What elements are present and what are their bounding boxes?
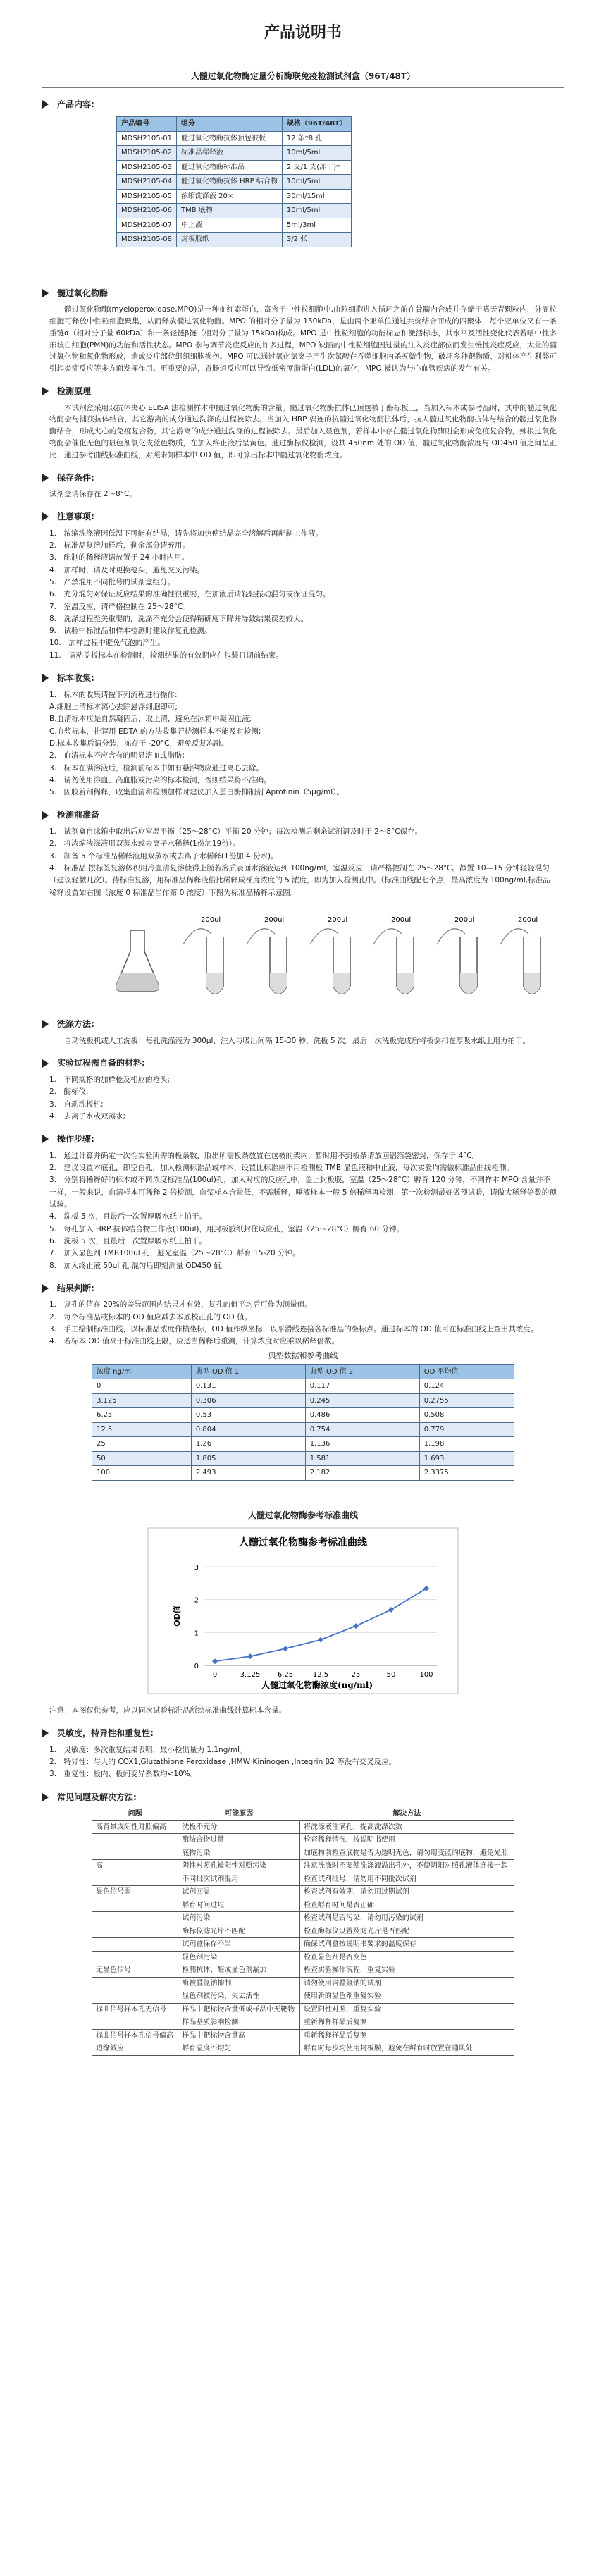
table-cell: 0.131	[191, 1379, 305, 1394]
table-cell: MDSH2105-01	[117, 131, 177, 146]
list-item: 7. 室温反应，请严格控制在 25～28°C。	[49, 602, 190, 611]
table-cell: 阴性对照孔被阳性对照污染	[178, 1860, 300, 1873]
table-row	[92, 1422, 514, 1437]
table-cell: 浓缩洗涤液 20×	[176, 189, 282, 204]
list-item: D.标本收集后请分装，冻存于 -20°C，避免反复冻融。	[49, 739, 229, 748]
table-cell: 1.198	[419, 1437, 514, 1452]
chart-note: 注意：本图仅供参考，应以同次试验标准品所绘标准曲线计算标本含量。	[49, 1706, 286, 1715]
table-cell: 不同批次试剂混用	[178, 1873, 300, 1886]
arrow-icon	[42, 474, 49, 482]
x-tick-label: 0	[212, 1671, 218, 1680]
table-cell: 底物污染	[178, 1847, 300, 1860]
standard-curve-chart	[0, 1524, 606, 1701]
x-tick-label: 25	[351, 1671, 361, 1680]
table-cell: 10ml/5ml	[282, 146, 351, 161]
table-cell: 边缘效应	[92, 2042, 178, 2056]
table-cell: 样品中靶标物含量高	[178, 2029, 300, 2042]
table-cell: 使用新的显色剂重复实验	[299, 1990, 514, 2004]
list-item: 3. 重复性：板内、板间变异系数均<10%。	[49, 1770, 198, 1779]
table-cell	[92, 1951, 178, 1964]
table-cell: 酶结合物过量	[178, 1834, 300, 1847]
table-cell: 显色信号弱	[92, 1886, 178, 1899]
chart-title: 人髓过氧化物酶参考标准曲线	[239, 1537, 367, 1549]
table-header: 问题	[128, 1810, 142, 1818]
section-title: 注意事项:	[57, 512, 94, 522]
table-header: OD 平均值	[419, 1364, 514, 1379]
arrow-icon	[42, 1135, 49, 1143]
chart-caption: 人髓过氧化物酶参考标准曲线	[247, 1510, 358, 1520]
table-cell: 1.26	[191, 1437, 305, 1452]
table-cell: 30ml/15ml	[282, 189, 351, 204]
arrow-icon	[42, 100, 49, 109]
table-cell: 0.117	[305, 1379, 419, 1394]
section-wash-heading	[42, 1018, 606, 1031]
tube-volume-label: 200ul	[264, 916, 285, 924]
table-cell: 试剂盒保存不当	[178, 1938, 300, 1952]
y-tick-label: 3	[194, 1564, 199, 1572]
section-samples-heading	[42, 672, 606, 685]
table-cell: 加底物前检查底物是否为透明无色，请勿用变蓝的底物，避免光照	[299, 1847, 514, 1860]
table-cell: MDSH2105-06	[117, 204, 177, 218]
list-item: 2. 建议设置本底孔，即空白孔，加入检测标准品或样本，设置比标准应不用检测板 TMB 显色液和中止液，每次实验均需做标准品曲线检测。	[49, 1164, 514, 1173]
table-cell: 12 条*8 孔	[282, 131, 351, 146]
table-cell: 1.805	[191, 1451, 305, 1466]
list-item: 1. 通过计算并确定一次性实验所需的板条数，取出所需板条放置在包被的架内，暂时用不到板条请放回铝箔袋密封，保存于 4°C。	[49, 1151, 480, 1160]
table-cell: MDSH2105-07	[117, 218, 177, 233]
table-cell: MDSH2105-02	[117, 146, 177, 161]
table-cell: 封板胶纸	[176, 233, 282, 247]
table-cell: 试剂污染	[178, 1912, 300, 1925]
list-item: 3. 自动洗板机;	[49, 1099, 104, 1109]
list-item: 2. 将浓缩洗涤液用双蒸水或去离子水稀释(1份加19份）。	[49, 839, 240, 849]
materials-list	[49, 1074, 557, 1123]
table-cell: 检查试剂批号，请勿用不同批次试剂	[299, 1873, 514, 1886]
list-item: 2. 特异性：与人的 COX1,Glutathione Peroxidase ,HMW Kininogen ,Integrin β2 等没有交叉反应。	[49, 1758, 397, 1767]
list-item: 4. 标准品 按标签复溶体积用冷血清复溶使得上膜若溶质表面水溶液达到 100ng/ml，室温反应，请严格控制在 25～28°C。静置 10—15 分钟轻轻混匀（建议轻微几次）。待标准复溶，用标准品稀释液倍比稀释成梯度浓度的 5 浓度，即为加入检测孔中。（标准曲线配七个点，最高浓度为 100ng/ml,标准品稀释设置如右图（浓度 0 标准品当作第 0 浓度）下图为标准品稀释示意图。	[49, 864, 550, 897]
table-cell: MDSH2105-03	[117, 160, 177, 175]
table-row	[92, 1834, 514, 1847]
arrow-icon	[42, 1793, 49, 1801]
table-cell: 检查稀释情况，按说明书使用	[299, 1834, 514, 1847]
table-cell: 重新稀释样品后复测	[299, 2029, 514, 2042]
table-cell: 检查孵育时间是否正确	[299, 1899, 514, 1912]
table-cell: 标曲信号样本孔无信号	[92, 2003, 178, 2016]
section-title: 操作步骤:	[57, 1134, 94, 1145]
dilution-diagram	[0, 902, 606, 1008]
section-title: 检测原理	[57, 386, 92, 397]
table-cell: 孵育时每步均使用封板膜，避免在孵育时放置在通风处	[299, 2042, 514, 2056]
x-tick-label: 3.125	[240, 1671, 261, 1680]
list-item: 9. 试验中标准品和样本检测时建议作复孔检测。	[49, 627, 212, 636]
table-row	[92, 1820, 514, 1834]
table-cell: 样品基质影响检测	[178, 2016, 300, 2030]
section-prep-heading	[42, 808, 606, 822]
table-cell: 10ml/5ml	[282, 175, 351, 190]
tube-volume-label: 200ul	[328, 916, 348, 924]
section-title: 灵敏度，特异性和重复性:	[57, 1728, 154, 1739]
table-header: 解决方法	[392, 1810, 421, 1818]
tube-volume-label: 200ul	[518, 916, 538, 924]
table-cell: 检测抗体、酶或显色剂漏加	[178, 1964, 300, 1978]
section-title: 常见问题及解决方法:	[57, 1792, 137, 1802]
table-cell: 100	[92, 1466, 192, 1481]
arrow-icon	[42, 1729, 49, 1737]
table-cell: 5ml/3ml	[282, 218, 351, 233]
section-title: 髓过氧化物酶	[57, 288, 109, 298]
table-row	[117, 204, 352, 218]
table-row	[92, 1912, 514, 1925]
table-cell: 确保试剂盒按说明书要求的温度保存	[299, 1938, 514, 1952]
list-item: 7. 加入显色剂 TMB100ul 孔，避光室温（25～28°C）孵育 15-20 分钟。	[49, 1249, 300, 1258]
list-item: A.细胞上清标本离心去除悬浮细胞即可;	[49, 702, 178, 711]
table-row	[92, 2003, 514, 2016]
table-cell: 3/2 张	[282, 233, 351, 247]
section-title: 保存条件:	[57, 472, 94, 483]
table-header: 可能原因	[225, 1810, 254, 1818]
table-cell: 酶标仪滤光片不匹配	[178, 1925, 300, 1938]
arrow-icon	[42, 1284, 49, 1293]
table-cell: 0.306	[191, 1393, 305, 1408]
table-cell: 0.508	[419, 1408, 514, 1423]
table-row	[92, 1938, 514, 1952]
table-cell: 髓过氧化物酶抗体 HRP 结合物	[176, 175, 282, 190]
table-header: 规格（96T/48T）	[282, 117, 351, 132]
table-cell: 12.5	[92, 1422, 192, 1437]
table-cell: 高	[92, 1860, 178, 1873]
table-cell: 2.182	[305, 1466, 419, 1481]
table-cell: 孵育时间过短	[178, 1899, 300, 1912]
table-cell: 标曲信号样本孔信号偏高	[92, 2029, 178, 2042]
list-item: 3. 手工绘制标准曲线，以标准品浓度作横坐标，OD 值作纵坐标，以平滑线连接各标准品的坐标点。通过标本的 OD 值可在标准曲线上查出其浓度。	[49, 1325, 538, 1334]
list-item: 1. 复孔的值在 20%的差异范围内结果才有效，复孔的值平均后可作为测量值。	[49, 1300, 312, 1309]
table-cell: 1.136	[305, 1437, 419, 1452]
list-item: 3. 配制的稀释液请放置于 24 小时内用。	[49, 553, 190, 562]
table-cell: 0.245	[305, 1393, 419, 1408]
table-cell: 无显色信号	[92, 1964, 178, 1978]
table-row	[92, 1951, 514, 1964]
section-notes-heading	[42, 510, 606, 524]
table-row	[92, 1899, 514, 1912]
table-header: 典型 OD 值 1	[191, 1364, 305, 1379]
table-cell	[92, 1899, 178, 1912]
table-row	[92, 1451, 514, 1466]
table-cell: 0.124	[419, 1379, 514, 1394]
subtitle-divider	[42, 87, 564, 88]
y-tick-label: 0	[194, 1663, 199, 1671]
table-cell: 设置阳性对照，重复实验	[299, 2003, 514, 2016]
table-header: 典型 OD 值 2	[305, 1364, 419, 1379]
x-tick-label: 12.5	[312, 1671, 329, 1680]
arrow-icon	[42, 1059, 49, 1068]
section-storage-heading	[42, 472, 606, 485]
principle-paragraph: 本试剂盒采用双抗体夹心 ELISA 法检测样本中髓过氧化物酶的含量。髓过氧化物酶抗体已预包被于酶标板上，当加入标本或参考品时，其中的髓过氧化物酶会与捕获抗体结合，其它游离的成分通过洗涤的过程被除去。当加入 HRP 偶连的抗髓过氧化物酶抗体后，抗人髓过氧化物酶抗体与结合的髓过氧化物酶结合，形成夹心的免疫复合物，其它游离的成分通过洗涤的过程被除去。最后加入显色剂，若样本中存在髓过氧化物酶则会形成免疫复合物，辣根过氧化物酶会催化无色的显色剂氧化成蓝色物质，在加入终止液后呈黄色。通过酶标仪检测，设其 450nm 处的 OD 值，髓过氧化物酶浓度与 OD450 值之间呈正比，通过参考曲线标准曲线，对照未知样本中 OD 值，即可算出标本中髓过氧化物酶浓度。	[49, 403, 557, 460]
list-item: 1. 不同规格的加样枪及相应的枪头;	[49, 1075, 171, 1084]
table-cell	[92, 1977, 178, 1990]
table-cell: 25	[92, 1437, 192, 1452]
section-title: 结果判断:	[57, 1283, 94, 1293]
section-procedure-heading	[42, 1133, 606, 1146]
table-row	[92, 2016, 514, 2030]
section-title: 实验过程需自备的材料:	[57, 1058, 145, 1068]
y-tick-label: 2	[194, 1597, 199, 1606]
table-cell: 将洗涤液注满孔，提高洗涤次数	[299, 1820, 514, 1834]
list-item: 2. 每个标准品或标本的 OD 值应减去本底校正孔的 OD 值。	[49, 1312, 252, 1321]
table-row	[92, 1847, 514, 1860]
arrow-icon	[42, 811, 49, 820]
list-item: 2. 标准品复溶加样后，剩余部分请弃用。	[49, 541, 190, 550]
section-title: 标本收集:	[57, 673, 94, 684]
arrow-icon	[42, 674, 49, 682]
table-cell: 0.754	[305, 1422, 419, 1437]
table-cell: 2 支/1 支(冻干)*	[282, 160, 351, 175]
table-cell: 检查实验操作流程，重复实验	[299, 1964, 514, 1978]
table-header: 浓度 ng/ml	[92, 1364, 192, 1379]
results-list	[49, 1299, 557, 1348]
table-row	[92, 2042, 514, 2056]
table-cell: 显色剂被污染，失去活性	[178, 1990, 300, 2004]
table-cell: 10ml/5ml	[282, 204, 351, 218]
list-item: 4. 请勿使用溶血、高血脂或污染的标本检测，否则结果将不准确。	[49, 775, 271, 784]
list-item: 4. 若标本 OD 值高于标准曲线上限，应适当稀释后重测，计算浓度时应乘以稀释倍数。	[49, 1337, 340, 1346]
table-row	[92, 1393, 514, 1408]
table-cell: 标准品稀释液	[176, 146, 282, 161]
table-cell: 中止液	[176, 218, 282, 233]
table-row	[92, 1964, 514, 1978]
table-row	[117, 175, 352, 190]
table-cell: 检查试剂有效期，请勿用过期试剂	[299, 1886, 514, 1899]
table-cell: MDSH2105-04	[117, 175, 177, 190]
typical-data-table	[92, 1364, 514, 1481]
table-row	[117, 218, 352, 233]
table-row	[92, 1990, 514, 2004]
list-item: 10. 加样过程中避免气泡的产生。	[49, 639, 165, 648]
table-cell	[92, 1925, 178, 1938]
table-cell: 检查显色剂是否变色	[299, 1951, 514, 1964]
list-item: 5. 严禁混用不同批号的试剂盒组分。	[49, 577, 175, 586]
table-cell: 50	[92, 1451, 192, 1466]
table-row	[92, 1886, 514, 1899]
storage-paragraph: 试剂盒请保存在 2～8°C。	[49, 490, 137, 499]
arrow-icon	[42, 1020, 49, 1028]
list-item: 4. 加样时，请及时更换枪头，避免交叉污染。	[49, 565, 205, 574]
table-cell: 注意洗涤时不要使洗涤液溢出孔外，不使阴阳对照孔液体连接一起	[299, 1860, 514, 1873]
list-item: 5. 每孔加入 HRP 抗体结合物工作液(100ul)，用封板胶纸封住反应孔，室温（25～28°C）孵育 60 分钟。	[49, 1224, 404, 1233]
arrow-icon	[42, 512, 49, 521]
list-item: 4. 去离子水或双蒸水;	[49, 1111, 126, 1121]
table-row	[92, 1437, 514, 1452]
troubleshooting-table	[92, 1808, 514, 2056]
section-title: 洗涤方法:	[57, 1018, 94, 1029]
table-cell: 髓过氧化物酶标准品	[176, 160, 282, 175]
mpo-paragraph: 髓过氧化物酶(myeloperoxidase,MPO)是一种血红素蛋白，富含于中性粒细胞中,由粒细胞进入循环之前在骨髓内合成并存储于嗜天青颗粒内，外周粒细胞可释放中性粒细胞聚集，从而释放髓过氧化物酶。MPO 的相对分子量为 150kDa，是由两个亚单位通过共价结合而成的四聚体，每个亚单位又有一条重链α（相对分子量 60kDa）和一条轻链β链（相对分子量为 15kDa)构成。MPO 是中性粒细胞的功能标志和激活标志，其水平及活性变化代表着嗜中性多形核白细胞(PMN)的功能和活性状态。MPO 参与调节炎症反应的许多过程，MPO 缺陷的中性粒细胞因过量的注入炎症部位而发生慢性炎症反应，大量的髓过氧化物和氧化物形成，造成炎症部位组织细胞损伤。MPO 可以通过氧化氯离子产生次氯酸在吞噬细胞内杀灭微生物，破坏多种靶物质，对机体产生利弊可引起炎症反应等多方面发挥作用。更重要的是，胃肠道反应可以导致低密度脂蛋白(LDL)的氧化，MPO 被认为与心血管疾病的发生有关。	[49, 305, 557, 374]
table-row	[92, 1873, 514, 1886]
wash-paragraph: 自动洗板机或人工洗板：每孔洗涤液为 300μl，注入与吸出间隔 15-30 秒，洗板 5 次。最后一次洗板完成后将板倒扣在厚吸水纸上用力拍干。	[64, 1036, 531, 1045]
list-item: 4. 洗板 5 次，且最后一次置厚吸水纸上拍干。	[49, 1212, 206, 1221]
table-cell	[92, 1847, 178, 1860]
table-cell: 1.581	[305, 1451, 419, 1466]
list-item: 3. 制备 5 个标准品稀释液用双蒸水或去离子水稀释(1份加 4 份水)。	[49, 851, 278, 861]
table-cell: 洗板不充分	[178, 1820, 300, 1834]
page-title: 产品说明书	[264, 24, 342, 42]
table-cell: 孵育温度不均匀	[178, 2042, 300, 2056]
table-cell: 6.25	[92, 1408, 192, 1423]
table-cell: 0.804	[191, 1422, 305, 1437]
table-cell: 显色剂污染	[178, 1951, 300, 1964]
list-item: 1. 标本的收集请按下列流程进行操作:	[49, 690, 178, 699]
section-sensitivity-heading	[42, 1727, 606, 1740]
list-item: B.血清标本应是自然凝固后，取上清，避免在冰箱中凝固血液;	[49, 715, 252, 724]
list-item: 5. 因胶着剂稀释，收集血清和检测加样时建议加入蛋白酶抑制剂 Aprotinin（5μg/ml）。	[49, 788, 344, 797]
section-title: 产品内容:	[57, 99, 94, 109]
table-cell	[92, 2016, 178, 2030]
procedure-list	[49, 1150, 557, 1272]
table-row	[92, 1860, 514, 1873]
table-cell: 0.2755	[419, 1393, 514, 1408]
table-header: 组分	[176, 117, 282, 132]
product-table	[116, 116, 352, 247]
document-page	[0, 21, 606, 2576]
tube-volume-label: 200ul	[455, 916, 475, 924]
table-cell	[92, 1873, 178, 1886]
table-cell: 样品中靶标物含量低或样品中无靶物	[178, 2003, 300, 2016]
list-item: 3. 标本在满溶液后，检测前标本中如有悬浮物应通过离心去除。	[49, 763, 264, 772]
table-row	[92, 1977, 514, 1990]
data-table-caption: 典型数据和参考曲线	[268, 1350, 338, 1360]
section-trouble-heading	[42, 1791, 606, 1804]
table-cell: 检查酶标仪设置及滤光片是否匹配	[299, 1925, 514, 1938]
table-cell: 1.693	[419, 1451, 514, 1466]
table-row	[117, 146, 352, 161]
x-tick-label: 6.25	[277, 1671, 294, 1680]
table-cell: TMB 底物	[176, 204, 282, 218]
list-item: 8. 洗涤过程至关重要的，洗涤不充分会使得精确度下降并导致结果误差较大。	[49, 614, 309, 623]
table-cell: 重新稀释样品后复测	[299, 2016, 514, 2030]
arrow-icon	[42, 289, 49, 297]
table-row	[92, 1408, 514, 1423]
table-cell: 请勿使用含叠氮钠的试剂	[299, 1977, 514, 1990]
x-tick-label: 100	[419, 1671, 433, 1680]
table-cell: 2.493	[191, 1466, 305, 1481]
table-cell: 0.53	[191, 1408, 305, 1423]
table-cell: 髓过氧化物酶抗体预包被板	[176, 131, 282, 146]
table-cell: 2.3375	[419, 1466, 514, 1481]
prep-list	[49, 826, 557, 899]
flask-liquid	[116, 973, 159, 991]
product-subtitle: 人髓过氧化物酶定量分析酶联免疫检测试剂盒（96T/48T）	[190, 71, 416, 81]
list-item: 1. 试剂盒自冰箱中取出后应室温平衡（25～28°C）平衡 20 分钟；每次检测后剩余试剂请及时于 2～8°C保存。	[49, 827, 423, 837]
table-row	[92, 1466, 514, 1481]
list-item: 11. 请粘盖板标本在检测时，检测结果的有效期应在包装日期前结束。	[49, 651, 283, 660]
table-cell	[92, 1990, 178, 2004]
list-item: 6. 洗板 5 次，且最后一次置厚吸水纸上拍干。	[49, 1236, 206, 1245]
list-item: 6. 充分混匀对保证反应结果的准确性很重要，在加液后请轻轻振动混匀或保证混匀。	[49, 590, 330, 599]
table-cell: 0	[92, 1379, 192, 1394]
table-cell	[92, 1912, 178, 1925]
x-axis-label: 人髓过氧化物酶浓度(ng/ml)	[261, 1680, 373, 1691]
table-cell: 酶被叠氮钠抑制	[178, 1977, 300, 1990]
section-materials-heading	[42, 1056, 606, 1070]
list-item: 3. 分别将稀释好的标本或不同浓度标准品(100ul)孔，加入对应的反应孔中，盖上封板膜，室温（25～28°C）孵育 120 分钟，不同样本 MPO 含量并不一样，一般来说，血清样本可稀释 2 倍检测，血浆样本含量低，不需稀释，唾液样本一般 5 倍稀释再检测，第一次检测最好做预试验，请做大稀释倍数的预试验。	[49, 1176, 557, 1209]
y-tick-label: 1	[194, 1629, 199, 1638]
table-row	[117, 233, 352, 247]
tube-volume-label: 200ul	[391, 916, 412, 924]
list-item: 1. 浓缩洗涤液因低温下可能有结晶，请先将加热使结晶完全溶解后再配制工作液。	[49, 529, 323, 538]
y-axis-label: OD值	[173, 1606, 182, 1627]
list-item: 8. 加入终止液 50ul 孔,混匀后即刻测量 OD450 值。	[49, 1261, 229, 1270]
table-cell: MDSH2105-05	[117, 189, 177, 204]
notes-list	[49, 528, 557, 662]
list-item: 2. 酶标仪;	[49, 1087, 89, 1097]
table-cell: 试剂回温	[178, 1886, 300, 1899]
table-cell: 3.125	[92, 1393, 192, 1408]
arrow-icon	[42, 387, 49, 395]
sensitivity-list	[49, 1744, 557, 1781]
list-item: 2. 血清标本不应含有的明显溶血或脂肪;	[49, 751, 185, 760]
table-row	[117, 189, 352, 204]
table-cell: 0.486	[305, 1408, 419, 1423]
list-item: 1. 灵敏度：多次重复结果表明，最小检出量为 1.1ng/ml。	[49, 1745, 247, 1754]
section-principle-heading	[42, 385, 606, 398]
table-row	[117, 160, 352, 175]
table-header: 产品编号	[117, 117, 177, 132]
tube-volume-label: 200ul	[201, 916, 221, 924]
table-row	[92, 2029, 514, 2042]
table-cell: MDSH2105-08	[117, 233, 177, 247]
table-row	[92, 1925, 514, 1938]
samples-list	[49, 689, 557, 799]
table-cell: 高背景或阴性对照偏高	[92, 1820, 178, 1834]
section-contents-heading	[42, 98, 606, 111]
section-mpo-heading	[42, 287, 606, 300]
table-cell: 检查试剂是否污染，请勿用污染的试剂	[299, 1912, 514, 1925]
table-row	[117, 131, 352, 146]
x-tick-label: 50	[386, 1671, 396, 1680]
table-cell	[92, 1834, 178, 1847]
section-result-heading	[42, 1282, 606, 1295]
section-title: 检测前准备	[57, 810, 100, 820]
table-cell	[92, 1938, 178, 1952]
table-row	[92, 1379, 514, 1394]
list-item: C.血浆标本，推荐用 EDTA 的方法收集若待测样本不能及时检测;	[49, 727, 261, 736]
table-cell: 0.779	[419, 1422, 514, 1437]
